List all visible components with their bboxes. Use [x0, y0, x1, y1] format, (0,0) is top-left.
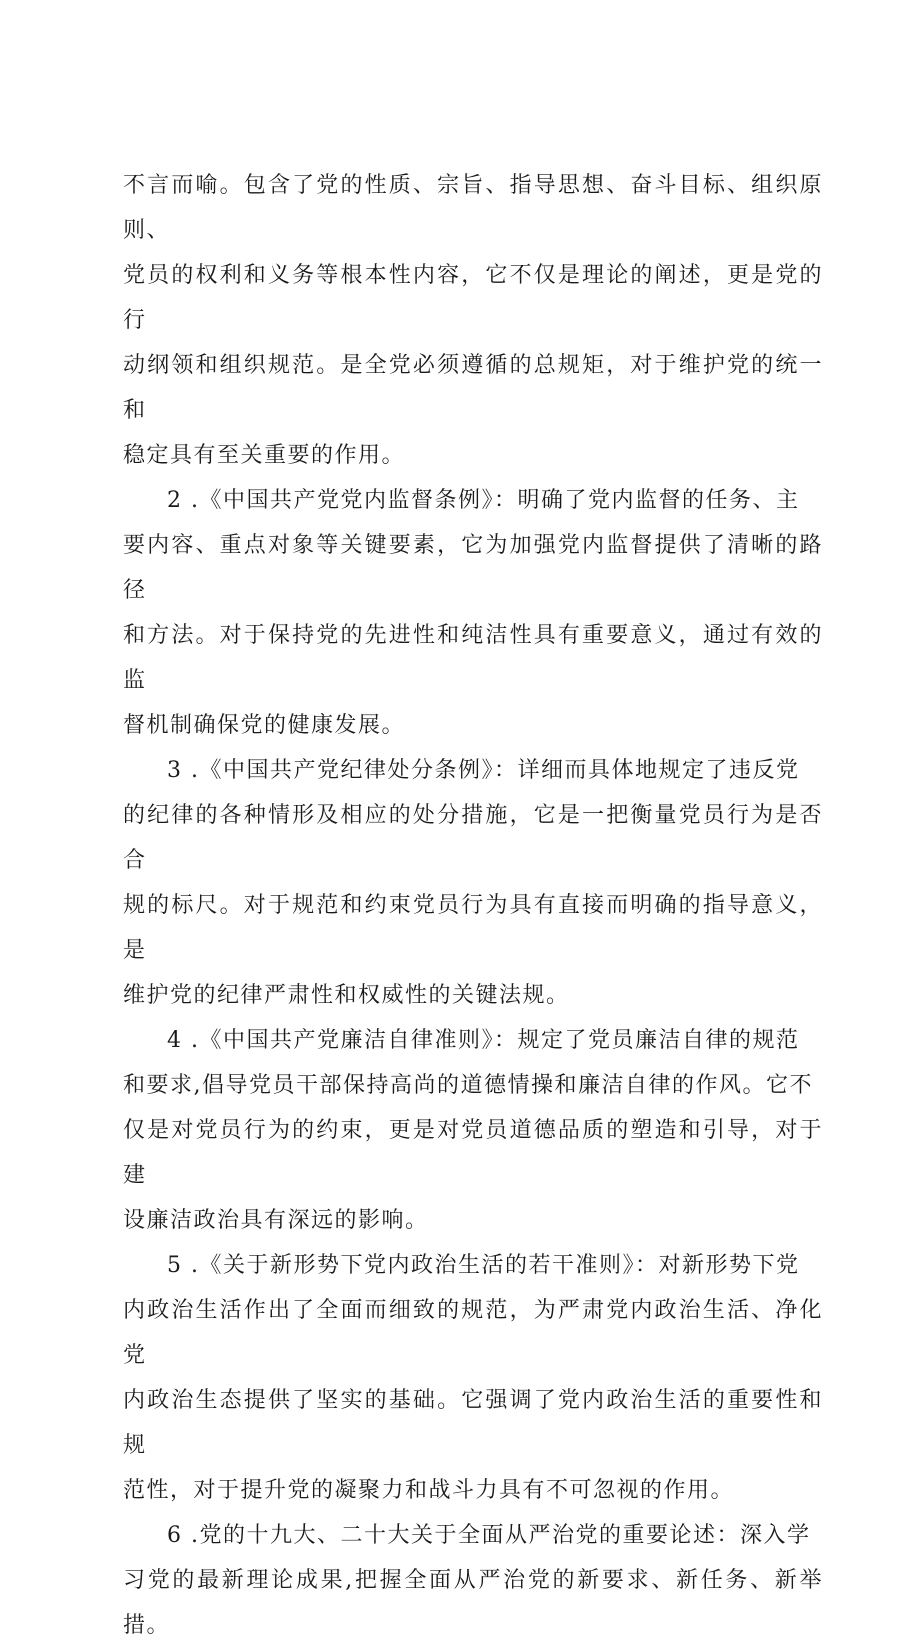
text-line: 党员的权利和义务等根本性内容，它不仅是理论的阐述，更是党的行: [123, 263, 823, 333]
text-line: 规的标尺。对于规范和约束党员行为具有直接而明确的指导意义，是: [123, 893, 823, 963]
text-line: 6 .党的十九大、二十大关于全面从严治党的重要论述：深入学: [167, 1523, 811, 1548]
text-line: 维护党的纪律严肃性和权威性的关键法规。: [123, 983, 570, 1008]
paragraph-item-6: [123, 1513, 823, 1648]
paragraph-item-5: [123, 1243, 823, 1513]
text-line: 内政治生活作出了全面而细致的规范，为严肃党内政治生活、净化党: [123, 1298, 823, 1368]
text-line: 5 .《关于新形势下党内政治生活的若干准则》：对新形势下党: [167, 1253, 800, 1278]
document-body: [123, 163, 823, 1648]
text-line: 4 .《中国共产党廉洁自律准则》：规定了党员廉洁自律的规范: [167, 1028, 800, 1053]
text-line: 仅是对党员行为的约束，更是对党员道德品质的塑造和引导，对于建: [123, 1118, 823, 1188]
text-line: 和要求,倡导党员干部保持高尚的道德情操和廉洁自律的作风。它不: [123, 1073, 813, 1098]
paragraph-item-3: [123, 748, 823, 1018]
text-line: 设廉洁政治具有深远的影响。: [123, 1208, 429, 1233]
text-line: 不言而喻。包含了党的性质、宗旨、指导思想、奋斗目标、组织原则、: [123, 173, 823, 243]
text-line: 习党的最新理论成果,把握全面从严治党的新要求、新任务、新举措。: [123, 1568, 823, 1638]
text-line: 内政治生态提供了坚实的基础。它强调了党内政治生活的重要性和规: [123, 1388, 823, 1458]
paragraph-item-2: [123, 478, 823, 748]
text-line: 和方法。对于保持党的先进性和纯洁性具有重要意义，通过有效的监: [123, 623, 823, 693]
paragraph-continuation: [123, 163, 823, 478]
text-line: 3 .《中国共产党纪律处分条例》：详细而具体地规定了违反党: [167, 758, 800, 783]
text-line: 2 .《中国共产党党内监督条例》：明确了党内监督的任务、主: [167, 488, 800, 513]
text-line: 的纪律的各种情形及相应的处分措施，它是一把衡量党员行为是否合: [123, 803, 823, 873]
text-line: 动纲领和组织规范。是全党必须遵循的总规矩，对于维护党的统一和: [123, 353, 823, 423]
paragraph-item-4: [123, 1018, 823, 1243]
text-line: 范性，对于提升党的凝聚力和战斗力具有不可忽视的作用。: [123, 1478, 735, 1503]
text-line: 督机制确保党的健康发展。: [123, 713, 406, 738]
text-line: 要内容、重点对象等关键要素，它为加强党内监督提供了清晰的路径: [123, 533, 823, 603]
text-line: 稳定具有至关重要的作用。: [123, 443, 406, 468]
